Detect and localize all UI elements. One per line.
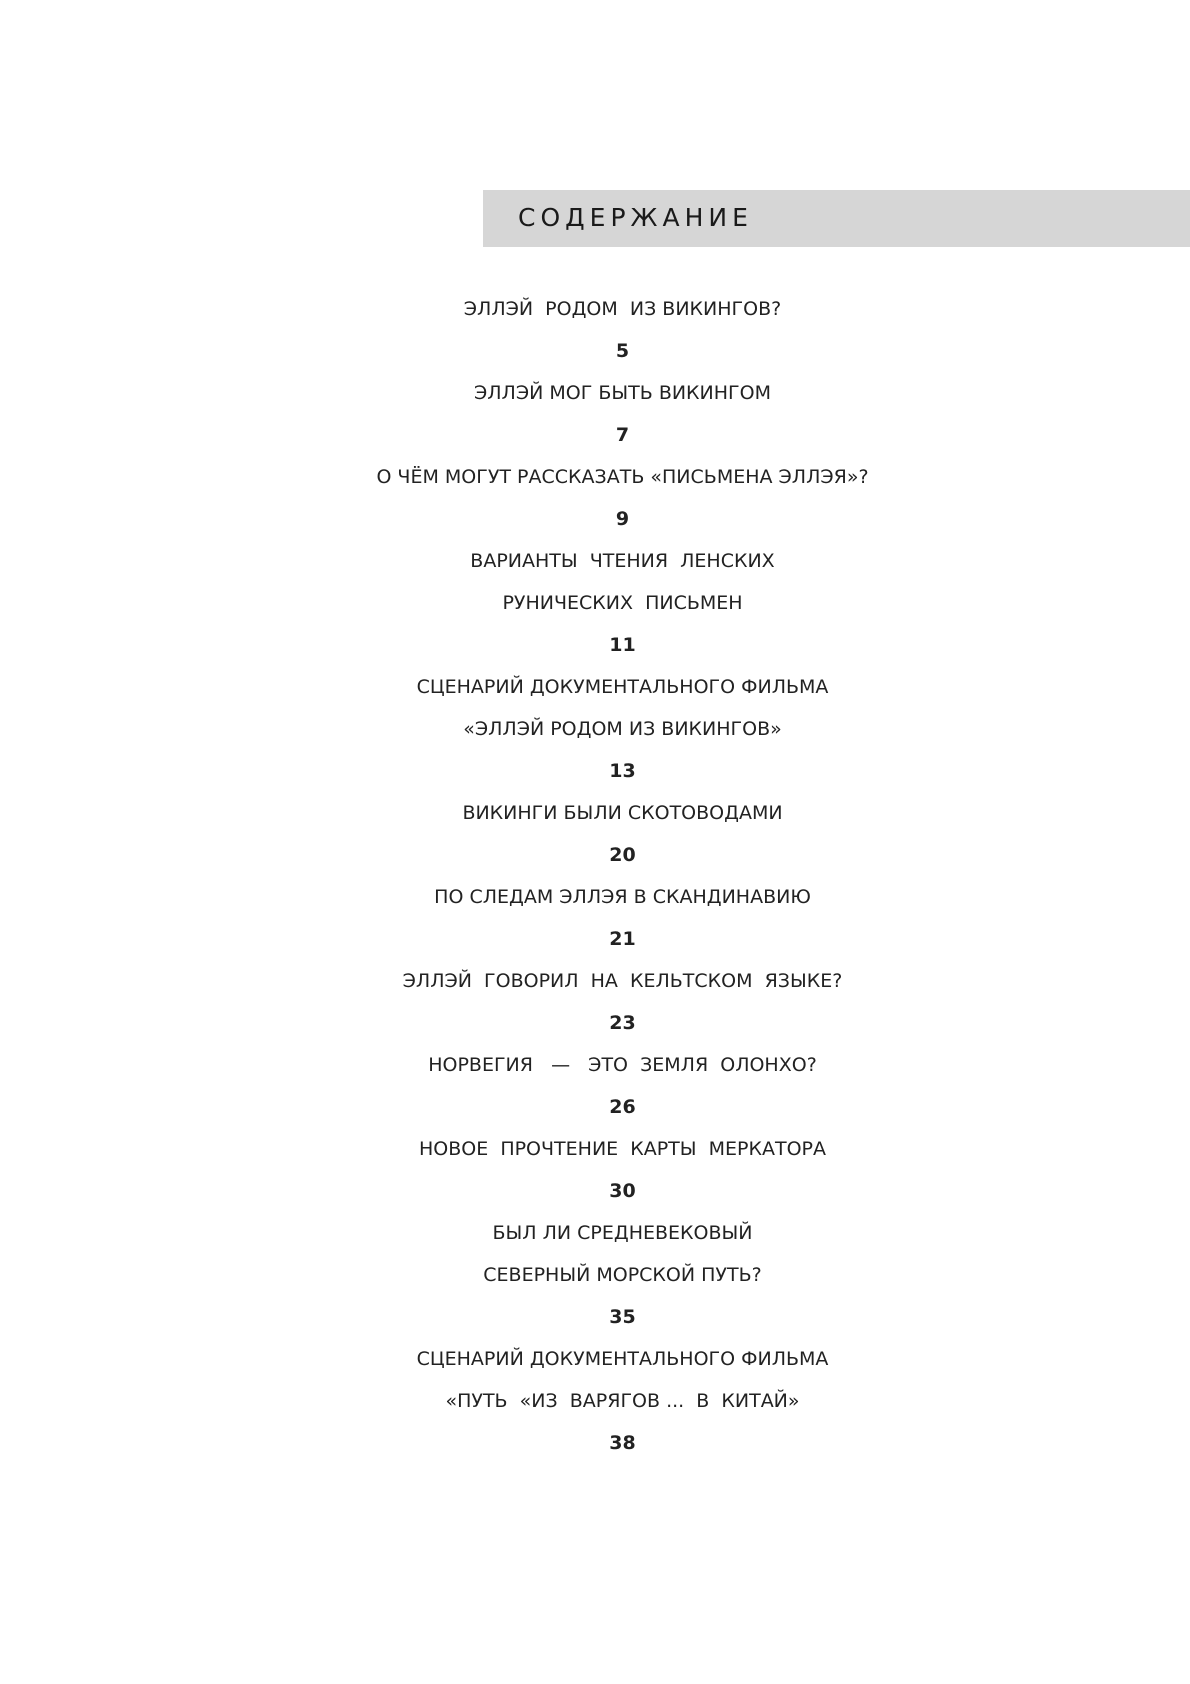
page-title: СОДЕРЖАНИЕ — [518, 203, 753, 232]
toc-entry[interactable] — [0, 1128, 1190, 1212]
toc-entry-title: СЦЕНАРИЙ ДОКУМЕНТАЛЬНОГО ФИЛЬМА — [416, 676, 829, 698]
toc-entry-title: ВИКИНГИ БЫЛИ СКОТОВОДАМИ — [462, 802, 783, 824]
toc-entry-page: 35 — [609, 1306, 636, 1328]
toc-entry[interactable] — [0, 1212, 1190, 1338]
toc-entry-title: ВАРИАНТЫ ЧТЕНИЯ ЛЕНСКИХ — [470, 550, 775, 572]
toc-entry-title: ЭЛЛЭЙ ГОВОРИЛ НА КЕЛЬТСКОМ ЯЗЫКЕ? — [402, 970, 843, 992]
toc-entry[interactable] — [0, 456, 1190, 540]
toc-entry-page: 38 — [609, 1432, 636, 1454]
toc-entry-title: БЫЛ ЛИ СРЕДНЕВЕКОВЫЙ — [492, 1222, 753, 1244]
toc-entry[interactable] — [0, 792, 1190, 876]
table-of-contents — [0, 288, 1190, 1464]
toc-entry[interactable] — [0, 1044, 1190, 1128]
toc-entry[interactable] — [0, 540, 1190, 666]
toc-entry-title: РУНИЧЕСКИХ ПИСЬМЕН — [502, 592, 743, 614]
toc-entry[interactable] — [0, 960, 1190, 1044]
toc-entry[interactable] — [0, 372, 1190, 456]
toc-entry-title: НОВОЕ ПРОЧТЕНИЕ КАРТЫ МЕРКАТОРА — [419, 1138, 826, 1160]
toc-entry-page: 11 — [609, 634, 636, 656]
toc-entry-page: 20 — [609, 844, 636, 866]
toc-entry-title: ЭЛЛЭЙ РОДОМ ИЗ ВИКИНГОВ? — [463, 298, 782, 320]
toc-entry-title: СЕВЕРНЫЙ МОРСКОЙ ПУТЬ? — [483, 1264, 762, 1286]
toc-entry-page: 7 — [615, 424, 630, 446]
toc-entry-page: 9 — [615, 508, 630, 530]
toc-header-band — [483, 190, 1190, 247]
toc-entry-page: 23 — [609, 1012, 636, 1034]
toc-entry[interactable] — [0, 876, 1190, 960]
toc-entry-page: 21 — [609, 928, 636, 950]
toc-entry[interactable] — [0, 1338, 1190, 1464]
toc-entry-title: «ЭЛЛЭЙ РОДОМ ИЗ ВИКИНГОВ» — [463, 718, 782, 740]
toc-entry-page: 26 — [609, 1096, 636, 1118]
toc-entry-title: О ЧЁМ МОГУТ РАССКАЗАТЬ «ПИСЬМЕНА ЭЛЛЭЯ»? — [376, 466, 869, 488]
toc-entry-page: 5 — [615, 340, 630, 362]
toc-entry-title: НОРВЕГИЯ — ЭТО ЗЕМЛЯ ОЛОНХО? — [428, 1054, 817, 1076]
toc-entry-title: СЦЕНАРИЙ ДОКУМЕНТАЛЬНОГО ФИЛЬМА — [416, 1348, 829, 1370]
toc-entry-title: ЭЛЛЭЙ МОГ БЫТЬ ВИКИНГОМ — [474, 382, 771, 404]
toc-entry[interactable] — [0, 666, 1190, 792]
toc-entry-page: 13 — [609, 760, 636, 782]
toc-entry-page: 30 — [609, 1180, 636, 1202]
toc-entry[interactable] — [0, 288, 1190, 372]
toc-entry-title: ПО СЛЕДАМ ЭЛЛЭЯ В СКАНДИНАВИЮ — [434, 886, 811, 908]
toc-entry-title: «ПУТЬ «ИЗ ВАРЯГОВ ... В КИТАЙ» — [445, 1390, 800, 1412]
